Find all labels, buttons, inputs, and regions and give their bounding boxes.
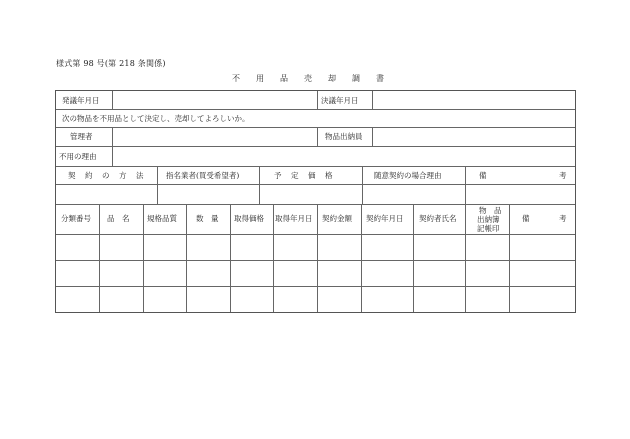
- title-char: 却: [328, 74, 336, 83]
- disposal-reason-field[interactable]: [113, 147, 574, 165]
- property-clerk-label: 物品出納員: [325, 132, 363, 141]
- col-divider: [317, 91, 318, 109]
- col-divider: [157, 166, 158, 204]
- contractor-name-header: 契約者氏名: [419, 214, 457, 223]
- acquisition-price-header: 取得価格: [234, 214, 264, 223]
- col-divider: [317, 127, 318, 146]
- ledger-stamp-header-line3: 記帳印: [477, 224, 500, 233]
- decision-statement: 次の物品を不用品として決定し、売却してよろしいか。: [62, 114, 250, 123]
- sale-report-form: [55, 90, 576, 313]
- row-divider: [56, 204, 575, 205]
- manager-field[interactable]: [113, 128, 316, 145]
- title-char: 調: [352, 74, 360, 83]
- title-char: 書: [376, 74, 384, 83]
- contract-method-header: 契 約 の 方 法: [68, 171, 145, 180]
- item-name-header: 品 名: [107, 214, 130, 223]
- remarks-header-right: 考: [559, 214, 567, 223]
- form-caption: 様式第 98 号(第 218 条関係): [56, 59, 166, 68]
- table-row[interactable]: [56, 235, 575, 260]
- table-row[interactable]: [56, 287, 575, 312]
- col-divider: [465, 166, 466, 204]
- property-clerk-field[interactable]: [373, 128, 574, 145]
- remarks-header-left: 備: [479, 171, 487, 180]
- col-divider: [362, 166, 363, 204]
- table-row[interactable]: [56, 261, 575, 286]
- manager-label: 管理者: [70, 132, 93, 141]
- spec-quality-header: 規格品質: [147, 214, 177, 223]
- ledger-stamp-header-line2: 出納簿: [477, 215, 500, 224]
- row-divider: [56, 184, 575, 185]
- row-divider: [56, 166, 575, 167]
- title-char: 不: [232, 74, 240, 83]
- bidders-header: 指名業者(買受希望者): [166, 171, 240, 180]
- proposal-date-field[interactable]: [113, 92, 316, 108]
- form-title: [232, 73, 400, 84]
- col-divider: [259, 166, 260, 204]
- quantity-header: 数 量: [196, 214, 219, 223]
- proposal-date-label: 発議年月日: [62, 96, 100, 105]
- remarks-header-right: 考: [559, 171, 567, 180]
- planned-price-header: 予 定 価 格: [274, 171, 334, 180]
- title-char: 用: [256, 74, 264, 83]
- discretionary-reason-header: 随意契約の場合理由: [374, 171, 442, 180]
- decision-date-label: 決議年月日: [321, 96, 359, 105]
- decision-date-field[interactable]: [373, 92, 574, 108]
- contract-date-header: 契約年月日: [366, 214, 404, 223]
- class-number-header: 分類番号: [61, 214, 91, 223]
- ledger-stamp-header-line1: 物 品: [479, 206, 502, 215]
- contract-amount-header: 契約金額: [322, 214, 352, 223]
- remarks-header-left: 備: [522, 214, 530, 223]
- acquisition-date-header: 取得年月日: [275, 214, 313, 223]
- title-char: 品: [280, 74, 288, 83]
- disposal-reason-label: 不用の理由: [59, 152, 97, 161]
- row-divider: [56, 109, 575, 110]
- title-char: 売: [304, 74, 312, 83]
